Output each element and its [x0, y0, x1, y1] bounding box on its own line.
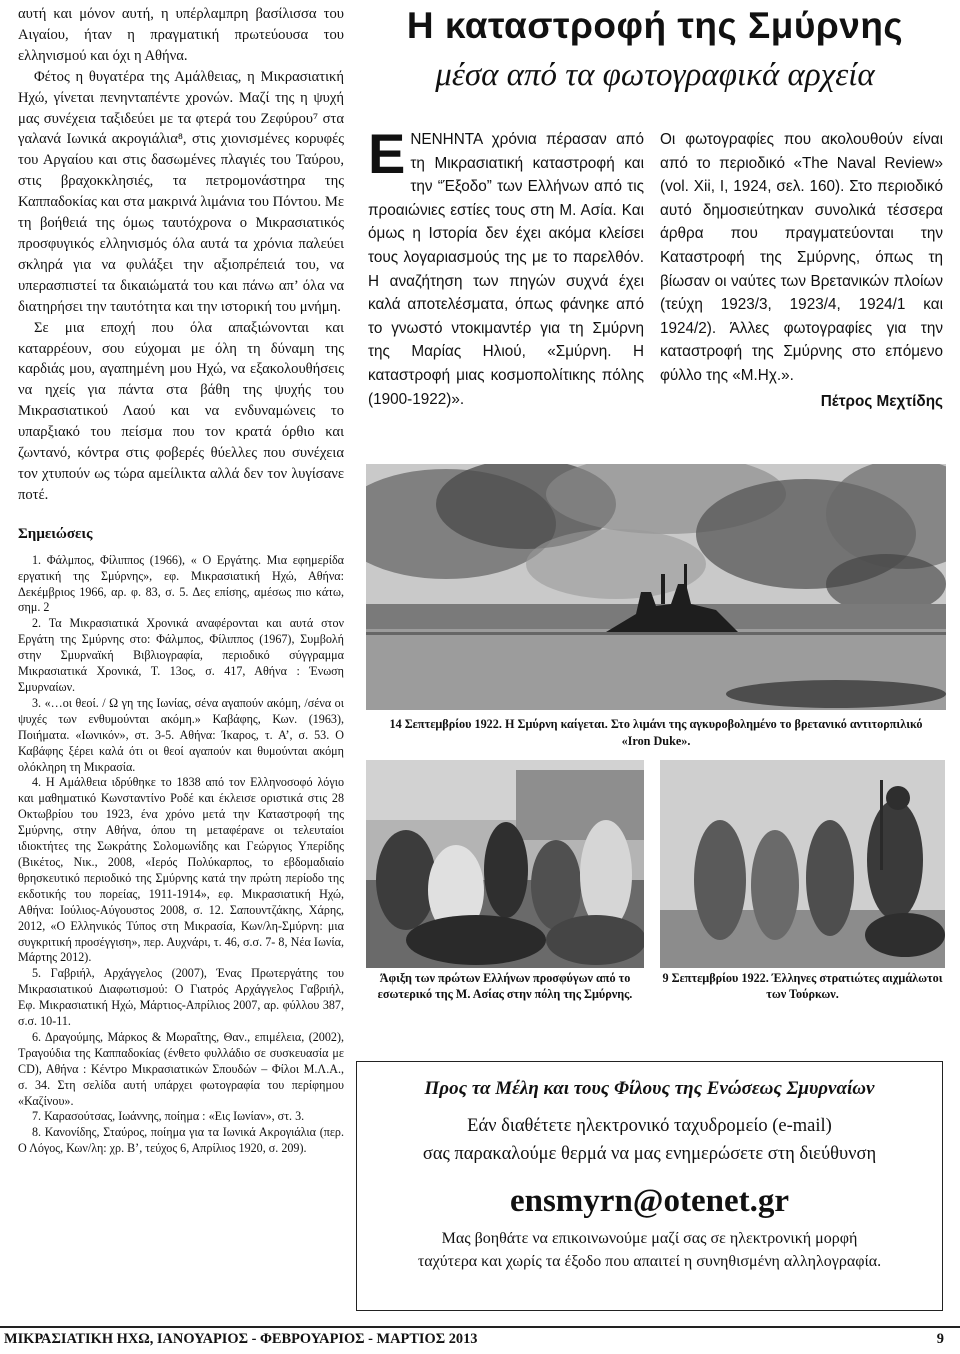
- note-item: 1. Φάλμπος, Φίλιππος (1966), « Ο Εργάτης. Μια εφημερίδα εργατική της Σμύρνης», εφ. Μικρασιατική Ηχώ, Αθήνα: Δεκέμβριος 1966, αρ. φ. 83, σ. 5. Δες επίσης, αμέσως πιο κάτω, σημ. 2: [18, 552, 344, 615]
- notes-list: [18, 553, 344, 1157]
- notes-heading: Σημειώσεις: [18, 525, 93, 542]
- refugees-photo: [366, 760, 644, 968]
- intro-text: ΝΕΝΗΝΤΑ χρόνια πέρασαν από τη Μικρασιατική καταστροφή και την “Έξοδο” των Ελλήνων από τις προαιώνιες εστίες τους στη Μ. Ασία. Και όμως η Ιστορία δεν έχει ακόμα κλείσει τους λογαριασμούς της με το παρελθόν. Η αναζήτηση των πηγών συχνά έχει καλά αποτελέσματα, όπως φάνηκε από το γνωστό ντοκιμαντέρ για τη Σμύρνη της Μαρίας Ηλιού, «Σμύρνη. Η καταστροφή μιας κοσμοπολίτικης πόλης (1900-1922)».: [368, 131, 644, 408]
- intro-right-column: [660, 128, 943, 413]
- note-item: 4. Η Αμάλθεια ιδρύθηκε το 1838 από τον Ελληνοσοφό λόγιο και μαθηματικό Κωνσταντίνο Ροδέ και έκλεισε οριστικά στις 28 Οκτωβρίου του 1923, ένα χρόνο μετά την Καταστροφή της Σμύρνης, στην Αθήνα, όπου τη μεταφέρανε οι τελευταίοι ιδιοκτήτες της Σωκράτης Σολομωνίδης και Γεώργιος Υπερίδης (Βικέτος, Νικ., 2008, «Ιερός Πολύκαρπος, το εβδομαδιαίο θρησκευτικό περιοδικό της Σμύρνης κατά την πρώτη περίοδο της εκδοτικής του πορείας, 1911-1914», εφ. Μικρασιατική Ηχώ, Αθήνα: Ιούλιος-Αύγουστος 2008, σ. 12. Σαπουντζάκης, Χάρης, 2012, «Ο Ελληνικός Τύπος στη Μικρασία, Κων/λη-Σμύρνη: μια συγκριτική προσέγγιση», περ. Αυχνάρι, τ. 46, σ.σ. 7- 8, Νέα Ιωνία, Μάρτης 2012).: [18, 775, 344, 965]
- intro-source-text: Οι φωτογραφίες που ακολουθούν είναι από το περιοδικό «The Naval Review» (vol. Xii, I, 1924, σελ. 160). Στο περιοδικό αυτό δημοσιεύτηκαν συνολικά τέσσερα άρθρα που πραγματεύονται την Καταστροφή της Σμύρνης, όπως τη βίωσαν οι ναύτες των Βρετανικών πλοίων (τεύχη 1923/3, 1923/4, 1924/1 και 1924/2). Άλλες φωτογραφίες για την καταστροφή της Σμύρνης στο επόμενο φύλλο της «Μ.Ηχ.».: [660, 131, 943, 384]
- note-item: 2. Τα Μικρασιατικά Χρονικά αναφέρονται και αυτά στον Εργάτη της Σμύρνης στο: Φάλμπος, Φίλιππος (1967), Συμβολή στην Σμυρναϊκή Βιβλιογραφία, περιοδικό σύγγραμμα Μικρασιατικά Χρονικά, Τ. 13ος, σ. 417, Αθήνα : Ένωση Σμυρναίων.: [18, 616, 344, 694]
- refugees-photo-caption: Άφιξη των πρώτων Ελλήνων προσφύγων από το εσωτερικό της Μ. Ασίας στην πόλη της Σμύρνης.: [377, 971, 633, 1001]
- note-item: 6. Δραγούμης, Μάρκος & Μωραΐτης, Θαν., επιμέλεια, (2002), Τραγούδια της Καππαδοκίας (ένθετο φυλλάδιο σε συσκευασία με CD), Αθήνα : Κέντρο Μικρασιατικών Σπουδών – Φίλοι Μ.Λ.Α., σ. 34. Στη σελίδα αυτή υπάρχει φωτογραφία του περίφημου «Καζίνου».: [18, 1029, 344, 1108]
- body-paragraph: Φέτος η θυγατέρα της Αμάλθειας, η Μικρασιατική Ηχώ, γίνεται πενηνταπέντε χρονών. Μαζί της η ψυχή μας συνέχεια ταξιδεύει με τα φτερά του Ζεφύρου⁷ στα γαλανά Ιωνικά ακρογιάλια⁸, στις χιονισμένες κορυφές του Αργαίου και στις δασωμένες πλαγιές του Ταύρου, στις βραχοκκλησιές, τα πετρομονάστηρα της Καππαδοκίας και στα μακρινά λιμάνια του Πόντου. Με τη βοήθειά της όμως ταυτόχρονα ο Μικρασιατικός προσφυγικός ελληνισμός όλα αυτά τα χρόνια παλεύει σκληρά για να φυλάξει την αξιοπρέπειά του, να υπερασπιστεί τα δικαιώματά του και πάνω απ’ όλα να διατηρήσει την ταυτότητα και την ιστορική του μνήμη.: [18, 68, 344, 315]
- page-subtitle: μέσα από τα φωτογραφικά αρχεία: [435, 57, 875, 93]
- note-item: 8. Κανονίδης, Σταύρος, ποίημα για τα Ιωνικά Ακρογιάλια (περ. Ο Λόγος, Κων/λη: χρ. Β’, τεύχος 6, Απρίλιος 1920, σ. 209).: [18, 1125, 344, 1156]
- contact-email-link[interactable]: ensmyrn@otenet.gr: [509, 1183, 790, 1219]
- note-item: 3. «…οι θεοί. / Ω γη της Ιωνίας, σένα αγαπούν ακόμη, /σένα οι ψυχές των ενθυμούνται ακόμη.» Καβάφης, Κων. (1963), Ποιήματα. «Ιωνικόν», στ. 3-5. Αθήνα: Ίκαρος, τ. Α’, σ. 53. Ο Καβάφης ξέρει καλά ότι οι θεοί αγαπούν και θυμούνται ακόμη ολόκληρη τη Μικρασία.: [18, 695, 344, 774]
- intro-left-column: [368, 122, 644, 411]
- notice-text: σας παρακαλούμε θερμά να μας ενημερώσετε στη διεύθυνση: [422, 1144, 877, 1164]
- photo-illustration: [660, 760, 945, 968]
- photo-illustration: [366, 760, 644, 968]
- author-name: Πέτρος Μεχτίδης: [820, 392, 943, 410]
- note-item: 5. Γαβριήλ, Αρχάγγελος (2007), Ένας Πρωτεργάτης του Μικρασιατικού Διαφωτισμού: Ο Γιατρός Αρχάγγελος Γαβριήλ, Εφ. Μικρασιατική Ηχώ, Μάρτιος-Απρίλιος 2007, αρ. φύλλου 387, σ.σ. 10-11.: [18, 966, 344, 1029]
- notice-text: Εάν διαθέτετε ηλεκτρονικό ταχυδρομείο (e-mail): [467, 1116, 832, 1136]
- body-paragraph: αυτή και μόνον αυτή, η υπέρλαμπρη βασίλισσα του Αιγαίου, ήταν η πραγματική πρωτεύουσα του ελληνισμού και όχι η Αθήνα.: [18, 6, 344, 64]
- member-notice-box: [356, 1061, 943, 1311]
- body-paragraph: Σε μια εποχή που όλα απαξιώνονται και καταρρέουν, σου εύχομαι με όλη τη δύναμη της καρδιάς μου, αγαπημένη μου Ηχώ, να εξακολουθήσεις να ηχείς για πάντα στα βάθη της ψυχής του Μικρασιατικού Λαού και να ενδυναμώνεις το υπαρξιακό του πείσμα που τον κρατά όρθιο και ζωντανό, κόντρα στις φοβερές θύελλες που συνέχεια τον χτυπούν ως τώρα αμείλικτα αλλά δεν τον λυγίσανε ποτέ.: [18, 319, 344, 503]
- page-number: 9: [936, 1331, 944, 1347]
- note-item: 7. Καρασούτσας, Ιωάννης, ποίημα : «Εις Ιωνίαν», στ. 3.: [32, 1109, 305, 1124]
- page-title: Η καταστροφή της Σμύρνης: [406, 5, 904, 46]
- soldiers-photo-caption: 9 Σεπτεμβρίου 1922. Έλληνες στρατιώτες αιχμάλωτοι των Τούρκων.: [662, 971, 943, 1001]
- footer-divider: [0, 1326, 960, 1328]
- publication-footer: ΜΙΚΡΑΣΙΑΤΙΚΗ ΗΧΩ, ΙΑΝΟΥΑΡΙΟΣ - ΦΕΒΡΟΥΑΡΙΟΣ - ΜΑΡΤΙΟΣ 2013: [4, 1331, 478, 1347]
- notice-text: ταχύτερα και χωρίς τα έξοδο που απαιτεί η συνηθισμένη αλληλογραφία.: [417, 1253, 882, 1270]
- left-column: [18, 4, 344, 1157]
- notice-text: Μας βοηθάτε να επικοινωνούμε μαζί σας σε ηλεκτρονική μορφή: [441, 1230, 858, 1247]
- photo-illustration: [366, 464, 946, 710]
- soldiers-photo: [660, 760, 945, 968]
- smyrna-burning-photo: [366, 464, 946, 710]
- notice-title: Προς τα Μέλη και τους Φίλους της Ενώσεως Σμυρναίων: [424, 1078, 875, 1099]
- article-body: [18, 4, 344, 506]
- headline: [365, 0, 945, 96]
- main-photo-caption: 14 Σεπτεμβρίου 1922. Η Σμύρνη καίγεται. Στο λιμάνι της αγκυροβολημένο το βρετανικό αντιτορπιλικό «Iron Duke».: [389, 717, 923, 748]
- dropcap: Ε: [368, 122, 406, 185]
